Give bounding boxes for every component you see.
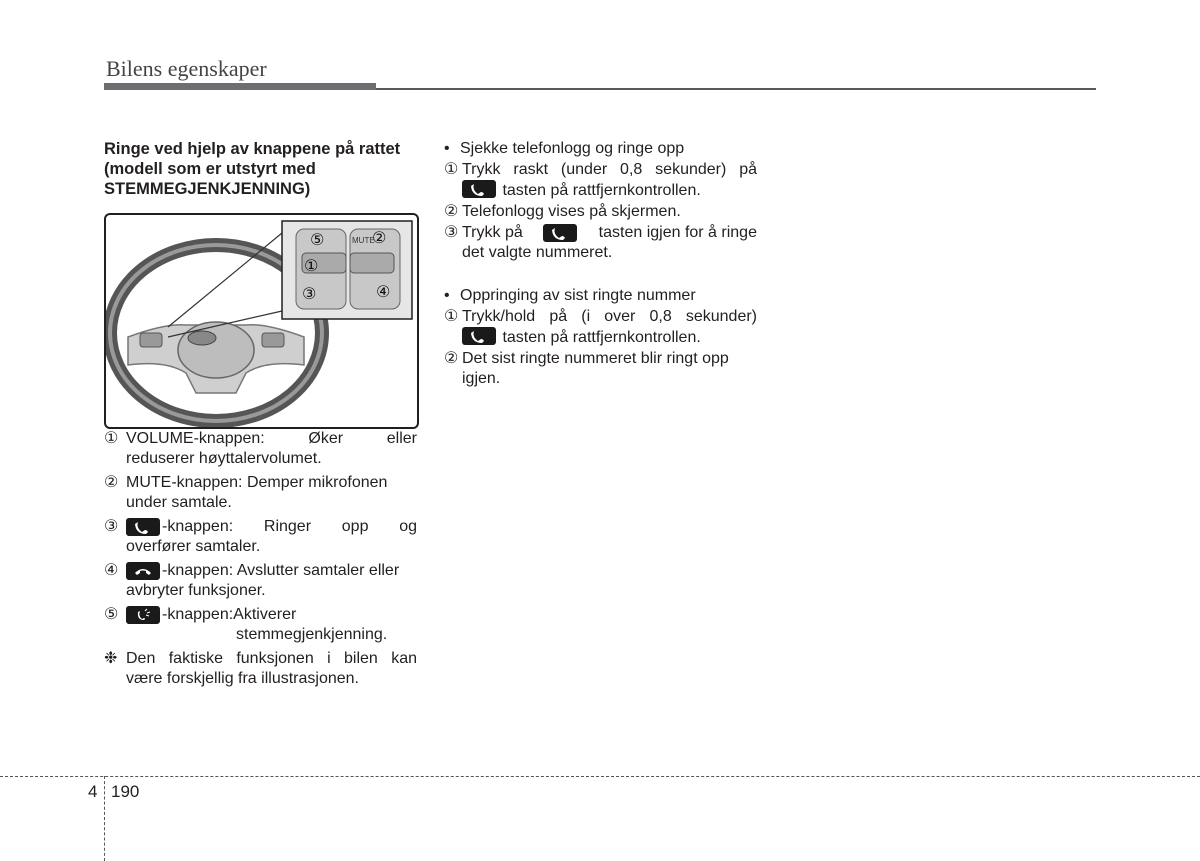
block1-step1: ① Trykk raskt (under 0,8 sekunder) på tasten på rattfjernkontrollen.	[444, 161, 757, 199]
list-item-volume: ① VOLUME-knappen: Øker eller reduserer høyttalervolumet.	[104, 430, 417, 467]
mute-label: MUTE	[352, 236, 375, 245]
page-header-title: Bilens egenskaper	[106, 56, 267, 81]
right-column	[444, 139, 757, 390]
page-number: 190	[111, 782, 140, 801]
block1-step2: ② Telefonlogg vises på skjermen.	[444, 203, 681, 220]
callout-2: ②	[372, 228, 387, 247]
phone-hangup-icon	[126, 562, 160, 580]
phone-call-icon	[462, 180, 496, 198]
steering-wheel-illustration	[106, 215, 417, 427]
voice-recognition-icon	[126, 606, 160, 624]
callout-4: ④	[376, 282, 391, 301]
left-list	[104, 429, 417, 693]
phone-call-icon	[543, 224, 577, 242]
callout-3: ③	[302, 284, 317, 303]
section-heading: Ringe ved hjelp av knappene på rattet (modell som er utstyrt med STEMMEGJENKJENNING)	[104, 140, 401, 198]
block1-step3: ③ Trykk på tasten igjen for å ringe det valgte nummeret.	[444, 224, 757, 261]
list-item-voice: ⑤ -knappen:Aktiverer stemmegjenkjenning.	[104, 606, 388, 643]
list-item-call: ③ -knappen: Ringer opp og overfører samtaler.	[104, 518, 417, 555]
block2-step2: ② Det sist ringte nummeret blir ringt opp igjen.	[444, 350, 729, 387]
block1-title: • Sjekke telefonlogg og ringe opp	[444, 140, 685, 157]
block2-title: • Oppringing av sist ringte nummer	[444, 287, 696, 304]
callout-5: ⑤	[310, 230, 325, 249]
chapter-number: 4	[88, 782, 98, 801]
list-item-mute: ② MUTE-knappen: Demper mikrofonen under samtale.	[104, 474, 388, 511]
footer-dashed-line	[0, 776, 1200, 777]
header-rule-thick	[104, 83, 376, 90]
steering-wheel-figure	[104, 213, 419, 429]
block2-step1: ① Trykk/hold på (i over 0,8 sekunder) tasten på rattfjernkontrollen.	[444, 308, 757, 346]
callout-1: ①	[304, 256, 319, 275]
note-item: ❉ Den faktiske funksjonen i bilen kan være forskjellig fra illustrasjonen.	[104, 650, 417, 687]
footer-dashed-vertical	[104, 776, 105, 861]
header-rule-thin	[376, 88, 1096, 90]
phone-call-icon	[126, 518, 160, 536]
list-item-hangup: ④ -knappen: Avslutter samtaler eller avbryter funksjoner.	[104, 562, 400, 599]
phone-call-icon	[462, 327, 496, 345]
